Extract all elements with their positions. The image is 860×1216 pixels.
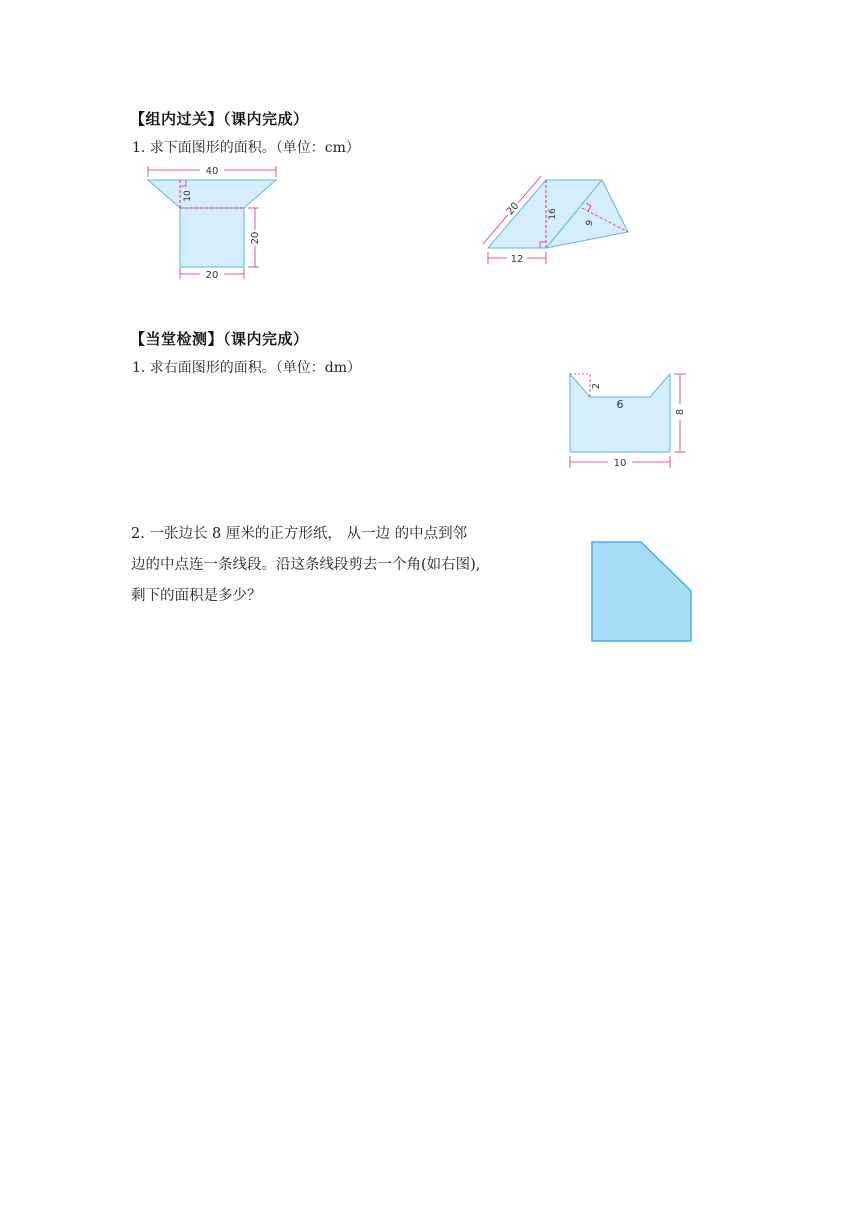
section-heading-group: 【组内过关】（课内完成） — [130, 110, 309, 128]
dim-width3-label: 10 — [613, 458, 627, 469]
figure-cut-square — [590, 540, 694, 644]
dim-altitude-label: 9 — [584, 218, 596, 228]
figure-trapezoid-square — [138, 162, 288, 282]
dim-height2-label: 16 — [548, 208, 558, 220]
question-2-line-1: 2. 一张边长 8 厘米的正方形纸， 从一边 的中点到邻 — [131, 526, 468, 542]
check-question-1-text: 1. 求右面图形的面积。（单位：dm） — [132, 360, 362, 376]
question-1-text: 1. 求下面图形的面积。（单位：cm） — [132, 140, 360, 156]
dim-bottom-label: 20 — [205, 270, 219, 281]
dim-hyp-label: 20 — [504, 200, 522, 218]
question-2-line-3: 剩下的面积是多少？ — [131, 588, 262, 604]
dim-side-label: 20 — [250, 231, 261, 245]
figure-triangle-parallelogram — [482, 172, 632, 268]
question-2-text — [131, 519, 556, 612]
dim-top-label: 40 — [205, 166, 219, 177]
figure-notched-rectangle — [562, 366, 694, 472]
dim-base-label: 12 — [510, 254, 524, 265]
dim-height3-label: 8 — [675, 408, 686, 416]
section-heading-check: 【当堂检测】（课内完成） — [130, 330, 309, 348]
dim-depth-label: 2 — [591, 382, 602, 390]
dim-notch-bottom-label: 6 — [616, 398, 624, 411]
dim-height-label: 10 — [183, 190, 193, 202]
question-2-line-2: 边的中点连一条线段。沿这条线段剪去一个角(如右图), — [131, 557, 481, 573]
